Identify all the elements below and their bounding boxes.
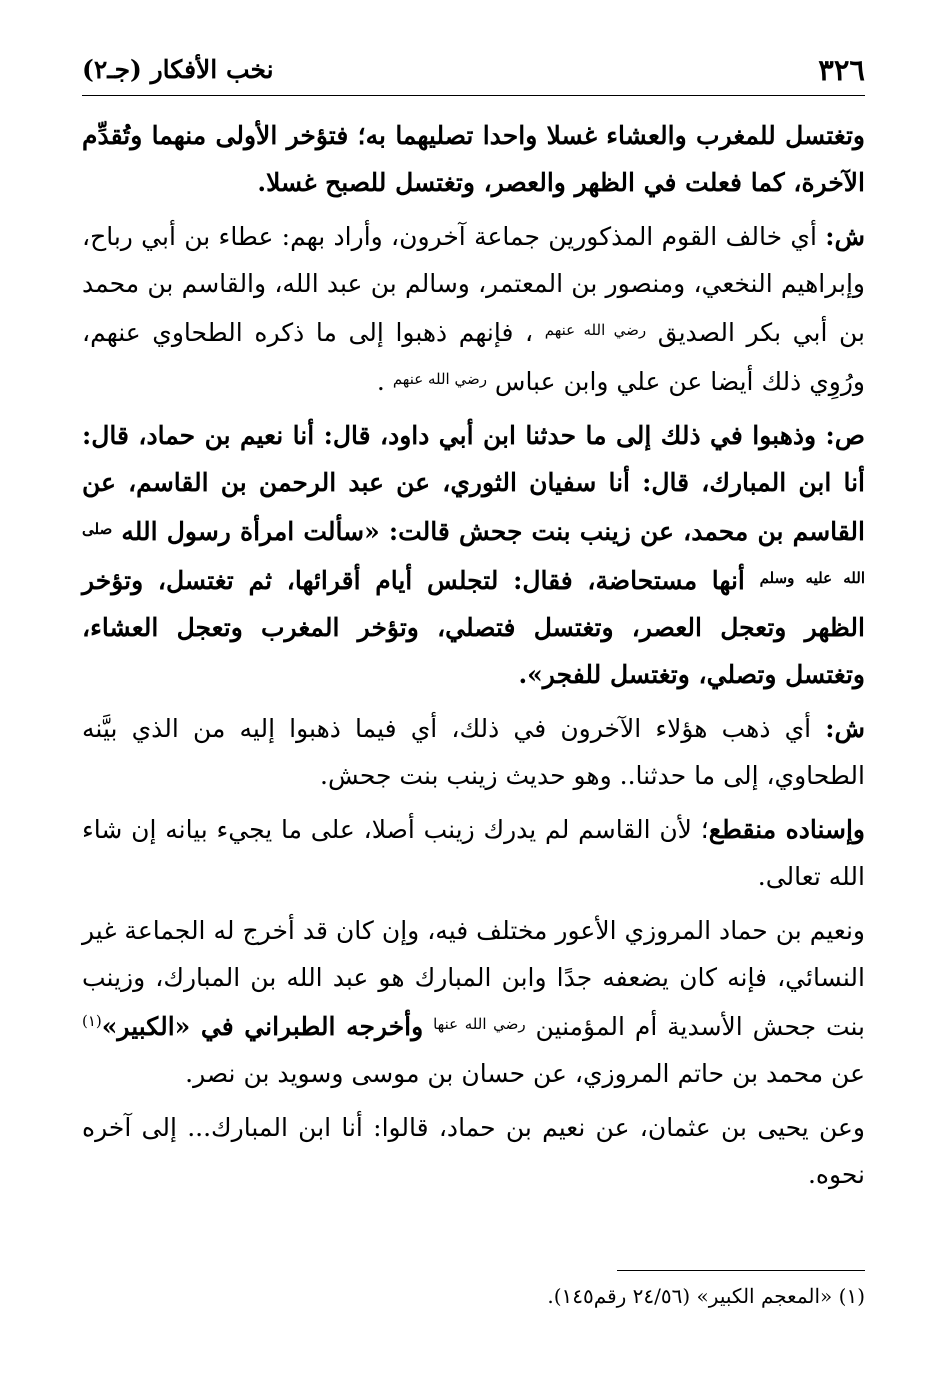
sharh-marker: ش:: [825, 714, 865, 743]
matn-paragraph: [82, 112, 865, 206]
sharh-paragraph: [82, 1104, 865, 1198]
honorific-symbol: رضي الله عنهم: [544, 321, 647, 339]
footnote-divider: [617, 1270, 865, 1271]
sharh-paragraph: [82, 213, 865, 405]
sharh-text: .: [376, 367, 385, 396]
matn-text: وتغتسل للمغرب والعشاء غسلا واحدا تصليهما به؛ فتؤخر الأولى منهما وتُقدِّم الآخرة، كما فعلت في الظهر والعصر، وتغتسل للصبح غسلا.: [82, 121, 865, 197]
sharh-text: وعن يحيى بن عثمان، عن نعيم بن حماد، قالوا: أنا ابن المبارك... إلى آخره نحوه.: [82, 1113, 865, 1189]
sharh-text: ، فإنهم ذهبوا إلى ما ذكره الطحاوي عنهم، ورُوِي ذلك أيضا عن علي وابن عباس: [82, 318, 865, 396]
honorific-symbol: رضي الله عنها: [433, 1015, 526, 1033]
honorific-symbol: صلى الله عليه وسلم: [82, 520, 865, 587]
footnote: [82, 1281, 865, 1311]
sharh-text: أي ذهب هؤلاء الآخرون في ذلك، أي فيما ذهبوا إليه من الذي بيَّنه الطحاوي، إلى ما حدثنا.. وهو حديث زينب بنت جحش.: [82, 714, 865, 790]
sharh-text: ؛ لأن القاسم لم يدرك زينب أصلا، على ما يجيء بيانه إن شاء الله تعالى.: [82, 815, 865, 891]
sharh-paragraph: [82, 705, 865, 799]
sharh-text: ونعيم بن حماد المروزي الأعور مختلف فيه، وإن كان قد أخرج له الجماعة غير النسائي، فإنه كان يضعفه جدًا وابن المبارك هو عبد الله بن المبارك، وزينب بنت جحش الأسدية أم المؤمنين: [82, 916, 865, 1041]
book-title: نخب الأفكار (جـ٢): [82, 55, 274, 84]
matn-text: أنها مستحاضة، فقال: لتجلس أيام أقرائها، ثم تغتسل، وتؤخر الظهر وتعجل العصر، وتغتسل فتصلي، وتؤخر المغرب وتعجل العشاء، وتغتسل وتصلي، وتغتسل للفجر».: [82, 566, 865, 689]
footnote-reference[interactable]: (١): [82, 1012, 102, 1030]
page-header: [82, 50, 865, 90]
matn-text: وذهبوا في ذلك إلى ما حدثنا ابن أبي داود، قال: أنا نعيم بن حماد، قال: أنا ابن المبارك، قال: أنا سفيان الثوري، عن عبد الرحمن بن القاسم، عن القاسم بن محمد، عن زينب بنت جحش قالت: «سألت امرأة رسول الله: [82, 421, 865, 546]
sharh-text: أي خالف القوم المذكورين جماعة آخرون، وأراد بهم: عطاء بن أبي رباح، وإبراهيم النخعي، ومنصور بن المعتمر، وسالم بن عبد الله، والقاسم بن محمد بن أبي بكر الصديق: [82, 222, 865, 347]
bold-phrase: وإسناده منقطع: [708, 815, 865, 844]
honorific-symbol: رضي الله عنهم: [392, 370, 487, 388]
sharh-marker: ش:: [825, 222, 865, 251]
footnote-text: (١) «المعجم الكبير» (٢٤/٥٦ رقم١٤٥).: [547, 1284, 865, 1308]
header-divider: [82, 95, 865, 96]
bold-phrase: وأخرجه الطبراني في «الكبير»: [101, 1012, 424, 1041]
page-number: ٣٢٦: [818, 53, 865, 87]
sharh-paragraph: [82, 907, 865, 1097]
matn-paragraph: [82, 412, 865, 698]
sharh-text: عن محمد بن حاتم المروزي، عن حسان بن موسى وسويد بن نصر.: [185, 1059, 865, 1088]
sharh-paragraph: [82, 806, 865, 900]
page-body: [82, 112, 865, 1205]
matn-marker: ص:: [825, 421, 865, 450]
